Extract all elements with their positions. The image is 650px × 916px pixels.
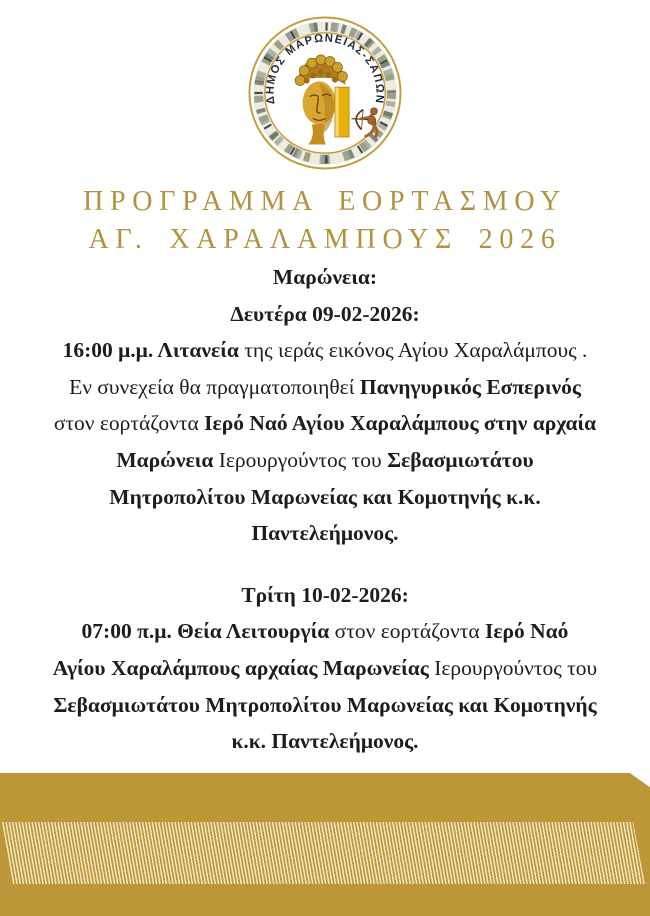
text-segment: της ιεράς εικόνος Αγίου Χαραλάμπους . xyxy=(238,338,588,363)
text-segment: Σεβασμιωτάτου xyxy=(387,447,534,472)
seal-ring-text: ΔΗΜΟΣ ΜΑΡΩΝΕΙΑΣ-ΣΑΠΩΝ xyxy=(264,32,386,105)
program-line xyxy=(20,650,630,687)
program-day1 xyxy=(20,259,630,552)
program-text xyxy=(20,259,630,760)
program-line xyxy=(20,723,630,760)
title-line-2: ΑΓ. ΧΑΡΑΛΑΜΠΟΥΣ 2026 xyxy=(88,224,562,255)
text-segment: Μαρώνεια: xyxy=(272,265,378,289)
text-segment: Μητροπολίτου Μαρωνείας και Κομοτηνής κ.κ. xyxy=(109,484,541,509)
poster-title xyxy=(0,183,650,259)
program-line xyxy=(20,515,630,552)
program-line xyxy=(20,369,630,406)
program-line xyxy=(20,479,630,516)
location-heading xyxy=(20,259,630,296)
text-segment: Σεβασμιωτάτου Μητροπολίτου Μαρωνείας και Κομοτηνής xyxy=(53,692,597,717)
title-line-1: ΠΡΟΓΡΑΜΜΑ ΕΟΡΤΑΣΜΟΥ xyxy=(83,186,567,217)
seal-svg xyxy=(242,10,408,176)
program-day2 xyxy=(20,577,630,760)
text-segment: Πανηγυρικός Εσπερινός xyxy=(359,374,581,399)
text-segment: 07:00 π.μ. Θεία Λειτουργία xyxy=(81,619,330,644)
footer-gold-band xyxy=(0,773,650,916)
text-segment: στον εορτάζοντα xyxy=(329,619,485,644)
municipal-seal-logo xyxy=(242,10,408,176)
gold-bar-icon xyxy=(335,87,349,137)
text-segment: στον εορτάζοντα xyxy=(53,411,205,436)
text-segment: Ιερό Ναό xyxy=(484,619,569,644)
program-line xyxy=(20,332,630,369)
text-segment: Εν συνεχεία θα πραγματοποιηθεί xyxy=(69,374,360,399)
footer-stripe-pattern xyxy=(0,822,650,884)
text-segment: Ιερό Ναό Αγίου Χαραλάμπους στην αρχαία xyxy=(204,411,597,436)
program-line xyxy=(20,613,630,650)
text-segment: Αγίου Χαραλάμπους αρχαίας Μαρωνείας xyxy=(52,655,429,680)
program-line xyxy=(20,442,630,479)
text-segment: κ.κ. Παντελεήμονος. xyxy=(231,729,419,754)
text-segment: 16:00 μ.μ. Λιτανεία xyxy=(62,338,239,363)
date-heading-monday xyxy=(20,296,630,333)
text-segment: Παντελεήμονος. xyxy=(251,521,399,546)
text-segment: Δευτέρα 09-02-2026: xyxy=(230,301,420,326)
text-segment: Τρίτη 10-02-2026: xyxy=(241,582,409,607)
program-line xyxy=(20,687,630,724)
text-segment: Ιερουργούντος του xyxy=(213,447,388,472)
text-segment: Μαρώνεια xyxy=(116,447,214,472)
text-segment: Ιερουργούντος του xyxy=(428,655,598,680)
program-line xyxy=(20,405,630,442)
date-heading-tuesday xyxy=(20,577,630,614)
